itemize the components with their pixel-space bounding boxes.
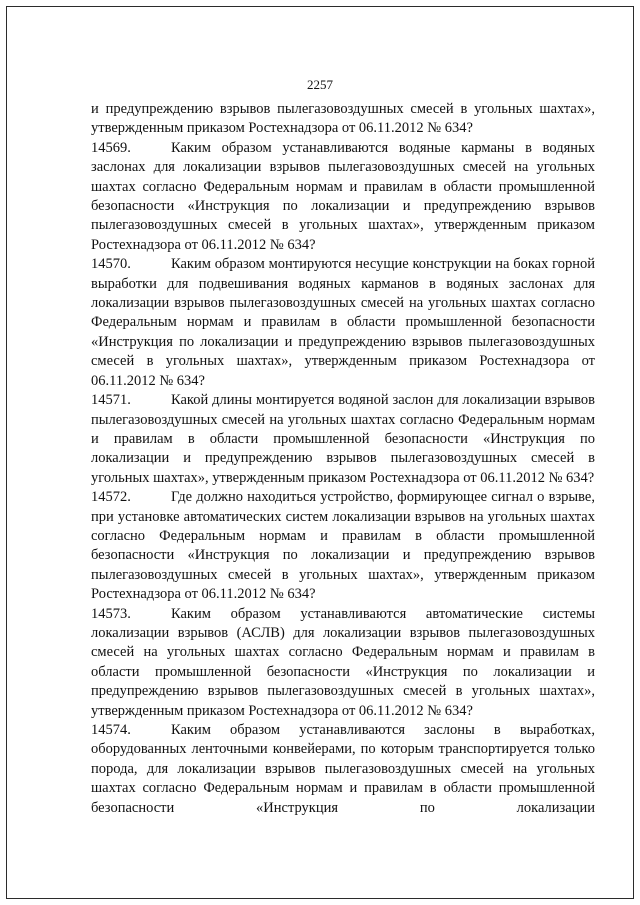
question-text: Каким образом устанавливаются автоматические системы локализации взрывов (АСЛВ) для локализации взрывов пылегазовоздушных смесей на угольных шахтах согласно Федеральным нормам и правилам в области промышленной безопасности «Инструкция по локализации и предупреждению взрывов пылегазовоздушных смесей в угольных шахтах», утвержденным приказом Ростехнадзора от 06.11.2012 № 634? [91, 605, 595, 719]
question-14571 [91, 391, 595, 488]
document-body [91, 100, 595, 818]
question-text: Где должно находиться устройство, формирующее сигнал о взрыве, при установке автоматических систем локализации взрывов на угольных шахтах согласно Федеральным нормам и правилам в области промышленной безопасности «Инструкция по локализации и предупреждению взрывов пылегазовоздушных смесей в угольных шахтах», утвержденным приказом Ростехнадзора от 06.11.2012 № 634? [91, 489, 595, 603]
question-number: 14573. [91, 605, 131, 622]
question-text: Каким образом устанавливаются заслоны в выработках, оборудованных ленточными конвейерами, по которым транспортируется только порода, для локализации взрывов пылегазовоздушных смесей на угольных шахтах согласно Федеральным нормам и правилам в области промышленной безопасности «Инструкция по локализации [91, 722, 595, 816]
question-text: Каким образом устанавливаются водяные карманы в водяных заслонах для локализации взрывов пылегазовоздушных смесей на угольных шахтах согласно Федеральным нормам и правилам в области промышленной безопасности «Инструкция по локализации и предупреждению взрывов пылегазовоздушных смесей в угольных шахтах», утвержденным приказом Ростехнадзора от 06.11.2012 № 634? [91, 139, 595, 253]
question-14569 [91, 139, 595, 255]
question-number: 14569. [91, 139, 131, 156]
page-number: 2257 [307, 77, 333, 92]
paragraph-continued [91, 100, 595, 139]
question-14572 [91, 488, 595, 604]
question-text: Какой длины монтируется водяной заслон для локализации взрывов пылегазовоздушных смесей на угольных шахтах согласно Федеральным нормам и правилам в области промышленной безопасности «Инструкция по локализации и предупреждению взрывов пылегазовоздушных смесей в угольных шахтах», утвержденным приказом Ростехнадзора от 06.11.2012 № 634? [91, 392, 595, 486]
question-number: 14574. [91, 722, 131, 738]
question-14573 [91, 605, 595, 721]
question-number: 14571. [91, 392, 131, 409]
question-14570 [91, 255, 595, 391]
question-number: 14572. [91, 489, 131, 506]
paragraph-text: и предупреждению взрывов пылегазовоздушных смесей в угольных шахтах», утвержденным приказом Ростехнадзора от 06.11.2012 № 634? [91, 101, 595, 137]
question-number: 14570. [91, 256, 131, 273]
question-text: Каким образом монтируются несущие конструкции на боках горной выработки для подвешивания водяных карманов в водяных заслонах для локализации взрывов пылегазовоздушных смесей на угольных шахтах согласно Федеральным нормам и правилам в области промышленной безопасности «Инструкция по локализации и предупреждению взрывов пылегазовоздушных смесей в угольных шахтах», утвержденным приказом Ростехнадзора от 06.11.2012 № 634? [91, 256, 595, 389]
question-14574 [91, 721, 595, 818]
